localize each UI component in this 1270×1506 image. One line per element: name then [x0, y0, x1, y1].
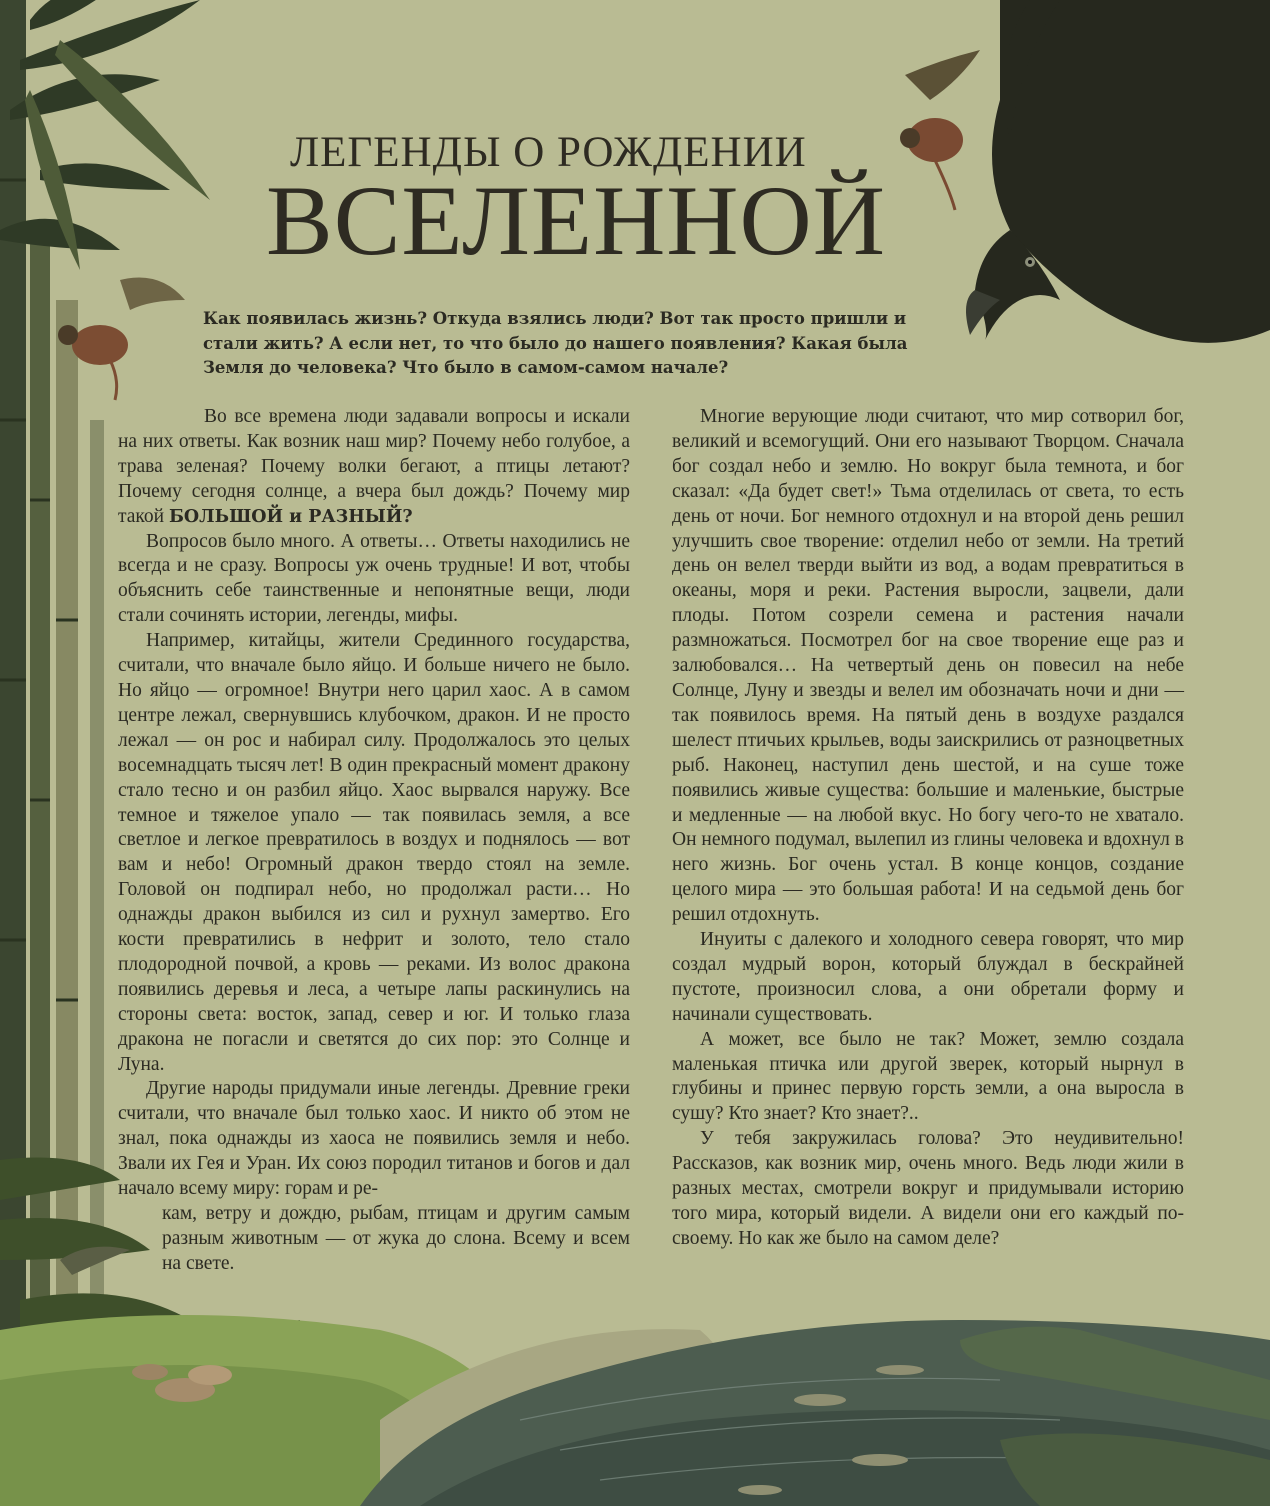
left-column	[118, 405, 630, 1277]
right-paragraph-3: А может, все было не так? Может, землю создала маленькая птичка или другой зверек, который нырнул в глубины и принес первую горсть земли, а она выросла в сушу? Кто знает? Кто знает?..	[672, 1028, 1184, 1125]
bird-top-illustration	[900, 50, 980, 210]
left-paragraph-2: Вопросов было много. А ответы… Ответы находились не всегда и не сразу. Вопросы уж очень трудные! И вот, чтобы объяснить себе таинственные и непонятные вещи, люди стали сочинять истории, легенды, мифы.	[118, 530, 630, 627]
left-paragraph-4-tail: кам, ветру и дождю, рыбам, птицам и другим самым разным животным — от жука до слона. Всему и всем на свете.	[162, 1203, 630, 1274]
raven-illustration	[966, 0, 1270, 343]
right-column	[672, 405, 1184, 1252]
right-paragraph-2: Инуиты с далекого и холодного севера говорят, что мир создал мудрый ворон, который блуждал в бескрайней пустоте, произносил слова, а они обретали форму и начинали существовать.	[672, 929, 1184, 1025]
page-title-line2: ВСЕЛЕННОЙ	[266, 165, 886, 276]
right-paragraph-1: Многие верующие люди считают, что мир сотворил бог, великий и всемогущий. Они его называют Творцом. Сначала бог создал небо и землю. Но вокруг была темнота, и бог сказал: «Да будет свет!» Тьма отделилась от света, то есть день от ночи. Бог немного отдохнул и на второй день решил улучшить свое творение: отделил небо от земли. На третий день он велел тверди выйти из вод, а водам превратиться в океаны, моря и реки. Растения выросли, зацвели, дали плоды. Потом созрели семена и растения начали размножаться. Посмотрел бог на свое творение еще раз и залюбовался… На четвертый день он повесил на небе Солнце, Луну и звезды и велел им обозначать ночи и дни — так появилось время. На пятый день в воздухе раздался шелест птичьих крыльев, воды заискрились от разноцветных рыб. Наконец, наступил день шестой, и на суше тоже появились живые существа: большие и маленькие, быстрые и медленные — на любой вкус. Но богу чего-то не хватало. Он немного подумал, вылепил из глины человека и вдохнул в него жизнь. Бог очень устал. В конце концов, создание целого мира — это большая работа! И на седьмой день бог решил отдохнуть.	[672, 406, 1184, 926]
left-paragraph-1	[118, 405, 630, 530]
left-paragraph-1-text: Во все времена люди задавали вопросы и искали на них ответы. Как возник наш мир? Почему небо голубое, а трава зеленая? Почему волки бегают, а птицы летают? Почему сегодня солнце, а вчера был дождь? Почему мир такой	[118, 406, 630, 527]
left-paragraph-4: Другие народы придумали иные легенды. Древние греки считали, что вначале был только хаос. И никто об этом не знал, пока однажды из хаоса не появились земля и небо. Звали их Гея и Уран. Их союз породил титанов и богов и дал начало всему миру: горам и ре-	[118, 1078, 630, 1200]
right-paragraph-4: У тебя закружилась голова? Это неудивительно! Рассказов, как возник мир, очень много. Ведь люди жили в разных местах, смотрели вокруг и придумывали историю того мира, который видели. А видели они его каждый по-своему. Но как же было на самом деле?	[672, 1128, 1184, 1249]
left-paragraph-1-emphasis: БОЛЬШОЙ и РАЗНЫЙ?	[168, 506, 413, 527]
page-title-line1: ЛЕГЕНДЫ О РОЖДЕНИИ	[290, 129, 807, 176]
left-paragraph-3: Например, китайцы, жители Срединного государства, считали, что вначале было яйцо. И больше ничего не было. Но яйцо — огромное! Внутри него царил хаос. А в самом центре лежал, свернувшись клубочком, дракон. И не просто лежал — он рос и набирал силу. Продолжалось это целых восемнадцать тысяч лет! В один прекрасный момент дракону стало тесно и он разбил яйцо. Хаос вырвался наружу. Все темное и тяжелое упало — так появилась земля, а все светлое и легкое превратилось в воздух и поднялось — вот вам и небо! Огромный дракон твердо стоял на земле. Головой он подпирал небо, но продолжал расти… Но однажды дракон выбился из сил и рухнул замертво. Его кости превратились в нефрит и золото, тело стало плодородной почвой, а кровь — реками. Из волос дракона появились деревья и леса, а четыре лапы раскинулись на стороны света: восток, запад, север и юг. И только глаза дракона не погасли и светятся до сих пор: это Солнце и Луна.	[118, 630, 630, 1075]
intro-paragraph: Как появилась жизнь? Откуда взялись люди? Вот так просто пришли и стали жить? А если нет, то что было до нашего появления? Какая была Земля до человека? Что было в самом-самом начале?	[203, 309, 908, 377]
